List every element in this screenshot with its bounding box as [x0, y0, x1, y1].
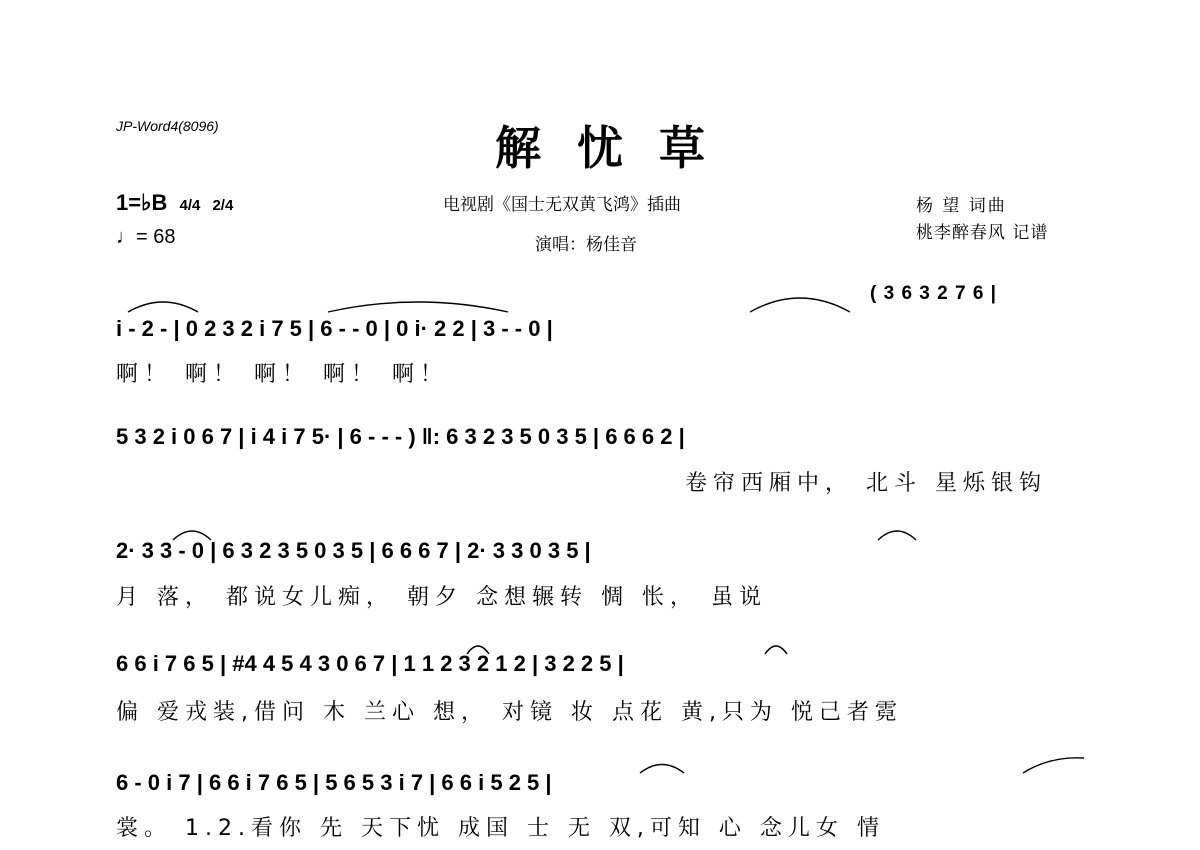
singer: 演唱：杨佳音 — [535, 235, 637, 255]
notes-line-4: 6 6 i 7 6 5 | #4 4 5 4 3 0 6 7 | 1 1 2 3 2 1 2 | 3 2 2 5 | — [116, 651, 624, 676]
notes-line-5: 6 - 0 i 7 | 6 6 i 7 6 5 | 5 6 5 3 i 7 | 6 6 i 5 2 5 | — [116, 770, 552, 795]
lyrics-line-3: 月 落， 都说女儿痴， 朝夕 念想辗转 惆 怅， 虽说 — [116, 585, 767, 610]
subtitle: 电视剧《国士无双黄飞鸿》插曲 — [443, 195, 681, 215]
key-label: 1=♭B — [116, 190, 168, 215]
notes-line-1: i - 2 - | 0 2 3 2 i 7 5 | 6 - - 0 | 0 i· 2 2 | 3 - - 0 | — [116, 316, 553, 341]
transcriber: 桃李醉春风 记谱 — [916, 223, 1049, 243]
song-title: 解忧草 — [495, 121, 741, 175]
notes-line-2: 5 3 2 i 0 6 7 | i 4 i 7 5· | 6 - - - ) ‖: 6 3 2 3 5 0 3 5 | 6 6 6 2 | — [116, 424, 685, 449]
intro-phrase: ( 3 6 3 2 7 6 | — [870, 283, 996, 304]
source-label: JP-Word4(8096) — [116, 118, 219, 134]
tempo-mark: ♩= 68 — [116, 226, 176, 248]
lyrics-line-1: 啊！ 啊！ 啊！ 啊！ 啊！ — [116, 362, 448, 387]
lyrics-line-5: 裳。 1.2.看你 先 天下忧 成国 士 无 双,可知 心 念儿女 情 — [116, 816, 885, 841]
time-signature-a: 4/4 — [179, 197, 201, 214]
lyrics-line-2: 卷帘西厢中， 北斗 星烁银钩 — [685, 471, 1047, 496]
notes-line-3: 2· 3 3 - 0 | 6 3 2 3 5 0 3 5 | 6 6 6 7 | 2· 3 3 0 3 5 | — [116, 538, 591, 563]
time-signature-b: 2/4 — [212, 197, 234, 214]
lyricist: 杨 望 词曲 — [916, 196, 1007, 216]
lyrics-line-4: 偏 爱戎装,借问 木 兰心 想， 对镜 妆 点花 黄,只为 悦己者霓 — [116, 700, 903, 725]
